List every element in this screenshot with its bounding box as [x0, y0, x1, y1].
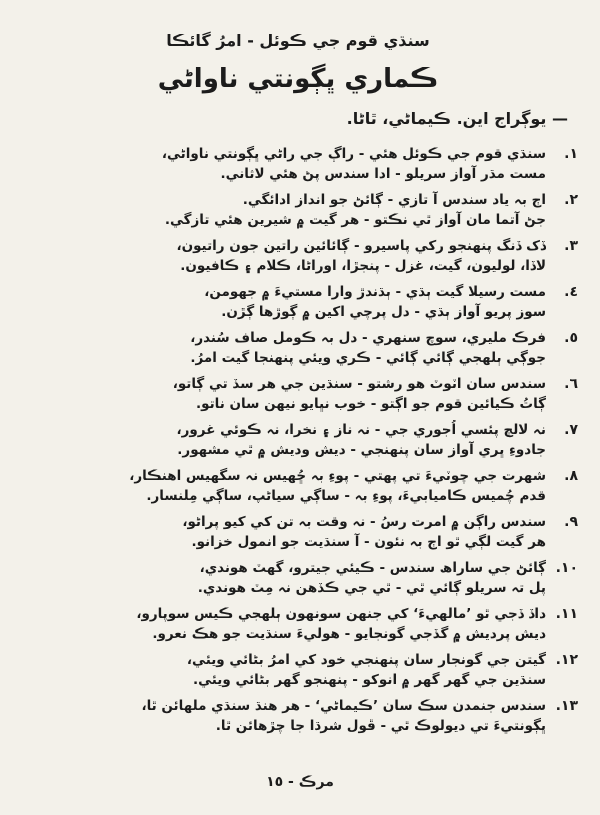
poem-line: سنڌي قوم جي ڪوئل هئي - راڳ جي راڻي ڀڳونتي ناواڻي، — [161, 146, 546, 162]
poem-stanza — [18, 328, 578, 368]
poem-stanza — [18, 236, 578, 276]
poem-line: جادوءِ ڀري آواز سان پنهنجي - ديش وديش ۾ ٿي مشهور. — [177, 442, 546, 458]
stanza-lines — [18, 236, 546, 276]
poem-line: ديش پرديش ۾ گڏجي گونجايو - هوليءَ سنڌيت جو هڪ نعرو. — [152, 626, 546, 642]
poem-line: ڏک ڏنگ پنهنجو رکي پاسيرو - ڳائائين راتين جون راتيون، — [176, 238, 546, 254]
poem-line: مست رسيلا گيت ٻڌي - ٻڌندڙ وارا مستيءَ ۾ جهومن، — [204, 284, 546, 300]
poem-line: سوز پريو آواز ٻڌي - دل پرچي اکين ۾ ڳوڙها ڳڙن. — [221, 304, 546, 320]
poem-line: جوڳي ٻلهجي ڳائي ڳائي - ڪري ويئي پنهنجا گيت امرُ. — [190, 350, 546, 366]
poem-line: ڳائڻ جي ساراھ سندس - ڪيئي جيترو، گهٽ هوندي، — [199, 560, 546, 576]
poem-line: سنڌين جي گهر گهر ۾ انوکو - پنهنجو گهر بڻائي ويئي. — [193, 672, 546, 688]
poem-stanza — [18, 190, 578, 230]
poem-line: لاڏا، لوليون، گيت، غزل - پنجڙا، اوراڻا، ڪلام ۽ ڪافيون. — [180, 258, 546, 274]
stanza-lines — [18, 190, 546, 230]
stanza-lines — [18, 420, 546, 460]
stanza-number: ٨. — [564, 468, 578, 484]
stanza-number: ١٠. — [555, 560, 578, 576]
poem-line: نہ لالچ پئسي اُجوري جي - نہ ناز ۽ نخرا، نہ ڪوئي غرور، — [176, 422, 546, 438]
poem-stanza — [18, 144, 578, 184]
poem-line: سندس جنمدن سڪ سان ’ڪيماڻي‘ - هر هنڌ سنڌي ملهائن ٿا، — [141, 698, 546, 714]
poem-line: مست مڌر آواز سريلو - ادا سندس پڻ هئي لاثاني. — [220, 166, 546, 182]
stanza-lines — [18, 144, 546, 184]
stanza-number: ٤. — [564, 284, 578, 300]
poem-line: پل تہ سريلو ڳائي ٿي - ٿي جي ڪڏهن نہ مِٽ هوندي. — [197, 580, 546, 596]
poem-line: داڏ ڏجي ٿو ’مالهيءَ‘ کي جنهن سونهون ٻلهجي ڪيس سوپارو، — [136, 606, 546, 622]
stanza-lines — [18, 328, 546, 368]
poem-line: سندس سان اٽوٽ هو رشتو - سنڌين جي هر سڏ تي ڳاتو، — [172, 376, 546, 392]
poem-line: ڀڳونتيءَ تي ديولوڪ ٿي - ڦول شرڌا جا چڙهائن ٿا. — [215, 718, 546, 734]
poem-line: اڄ بہ ياد سندس آ تازي - ڳائڻ جو انداز ادائگي. — [242, 192, 546, 208]
poem-line: فرڪ مليري، سوچ سنهري - دل بہ ڪومل صاف سُندر، — [190, 330, 546, 346]
poem-stanza — [18, 558, 578, 598]
stanza-number: ١. — [564, 146, 578, 162]
poem-stanza — [18, 374, 578, 414]
page-title: ڪماري ڀڳونتي ناواڻي — [157, 64, 439, 94]
stanza-lines — [18, 374, 546, 414]
poem-line: شهرت جي چوٽيءَ تي پهتي - پوءِ بہ ڇُهيس نہ سگهيس اهنڪار، — [129, 468, 546, 484]
stanza-lines — [18, 696, 546, 736]
stanza-lines — [18, 650, 546, 690]
poem-stanza — [18, 696, 578, 736]
poem-line: جڻ آتما مان آواز ٿي نڪتو - هر گيت ۾ شيرين هئي تازگي. — [164, 212, 546, 228]
stanza-number: ٣. — [564, 238, 578, 254]
poem-line: هر گيت لڳي ٿو اڄ بہ نئون - آ سنڌيت جو انمول خزانو. — [191, 534, 546, 550]
poem-body — [18, 144, 578, 736]
stanza-lines — [18, 604, 546, 644]
stanza-number: ٧. — [564, 422, 578, 438]
poem-line: قدم چُميس ڪاميابيءَ، پوءِ بہ - ساڳي سياڻپ، ساڳي مِلنسار. — [146, 488, 546, 504]
stanza-lines — [18, 282, 546, 322]
stanza-number: ٦. — [564, 376, 578, 392]
poem-stanza — [18, 604, 578, 644]
poem-line: سندس راڳن ۾ امرت رسُ - نہ وقت بہ تن کي کيو پراڻو، — [182, 514, 546, 530]
page-footer: مرڪ - ١٥ — [266, 774, 334, 790]
author-line: — يوڳراج اين. ڪيماڻي، ٿاڻا. — [346, 109, 568, 128]
poem-stanza — [18, 420, 578, 460]
stanza-number: ١٢. — [555, 652, 578, 668]
stanza-lines — [18, 512, 546, 552]
page-subtitle: سنڌي قوم جي ڪوئل - امرُ گائڪا — [166, 31, 430, 50]
poem-line: گيتن جي گونجار سان پنهنجي خود کي امرُ بڻائي ويئي، — [186, 652, 546, 668]
poem-stanza — [18, 512, 578, 552]
stanza-number: ١٣. — [555, 698, 578, 714]
poem-stanza — [18, 282, 578, 322]
stanza-lines — [18, 558, 546, 598]
poem-stanza — [18, 466, 578, 506]
stanza-number: ٢. — [564, 192, 578, 208]
stanza-number: ١١. — [555, 606, 578, 622]
poem-line: ڳاتُ ڪيائين قوم جو اڳتو - خوب نڀايو نيهن سان ناتو. — [196, 396, 546, 412]
stanza-number: ٥. — [564, 330, 578, 346]
poem-stanza — [18, 650, 578, 690]
stanza-lines — [18, 466, 546, 506]
stanza-number: ٩. — [564, 514, 578, 530]
